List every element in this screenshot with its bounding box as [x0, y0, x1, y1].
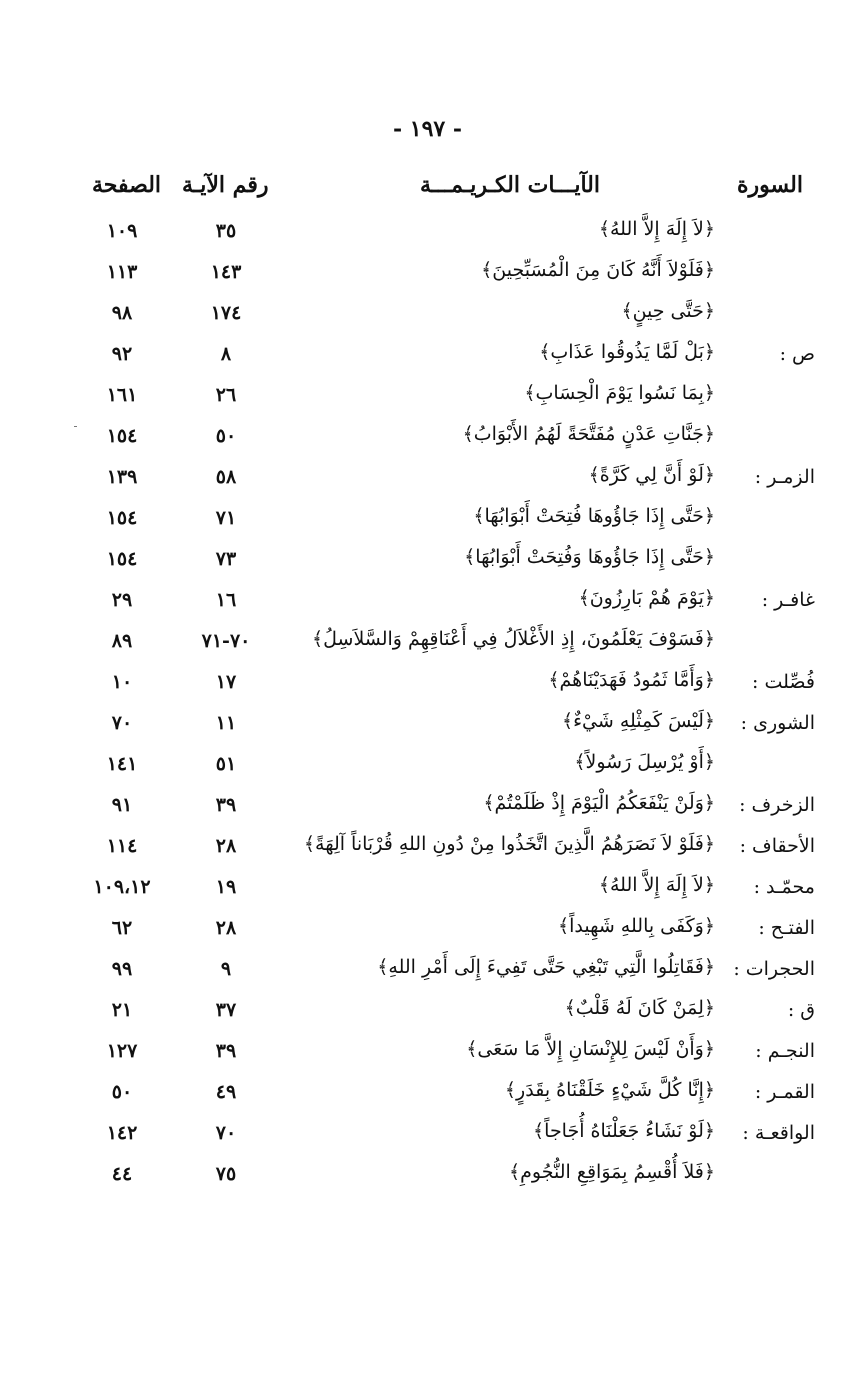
surah-name: غافـر :	[761, 589, 815, 611]
page-reference: ١٥٤	[106, 425, 138, 447]
verse-number: ١٧٤	[210, 302, 242, 324]
verse-text: ﴿وَلَنْ يَنْفَعَكُمُ الْيَوْمَ إِذْ ظَلَمْتُمْ﴾	[483, 792, 715, 814]
verse-number: ٣٩	[215, 794, 237, 816]
verse-text: ﴿فَلاَ أُقْسِمُ بِمَوَاقِعِ النُّجُومِ﴾	[509, 1161, 715, 1183]
page-reference: ٥٠	[111, 1081, 133, 1103]
table-row	[0, 665, 855, 706]
table-row	[0, 1075, 855, 1116]
page-reference: ٦٢	[111, 917, 133, 939]
verse-text: ﴿أَوْ يُرْسِلَ رَسُولاً﴾	[574, 751, 715, 773]
margin-mark	[74, 426, 77, 427]
table-row	[0, 829, 855, 870]
page-reference: ٩٨	[111, 302, 133, 324]
table-row	[0, 214, 855, 255]
verse-text: ﴿فَسَوْفَ يَعْلَمُونَ، إِذِ الأَغْلاَلُ فِي أَعْنَاقِهِمْ وَالسَّلاَسِلُ﴾	[312, 628, 715, 650]
page-reference: ٢١	[111, 999, 133, 1021]
page-reference: ٨٩	[111, 630, 133, 652]
table-row	[0, 255, 855, 296]
page-reference: ١٠٩	[106, 220, 138, 242]
verse-text: ﴿بِمَا نَسُوا يَوْمَ الْحِسَابِ﴾	[524, 382, 715, 404]
surah-name: القمـر :	[754, 1081, 815, 1103]
verse-text: ﴿لَوْ أَنَّ لِي كَرَّةً﴾	[588, 464, 715, 486]
verse-number: ٥٠	[215, 425, 237, 447]
verse-number: ٢٦	[215, 384, 237, 406]
surah-name: الزمـر :	[754, 466, 815, 488]
verse-number: ٣٥	[215, 220, 237, 242]
verse-text: ﴿لَوْ نَشَاءُ جَعَلْنَاهُ أُجَاجاً﴾	[533, 1120, 715, 1142]
verse-text: ﴿وَأَنْ لَيْسَ لِلإِنْسَانِ إِلاَّ مَا سَعَى﴾	[466, 1038, 715, 1060]
table-row	[0, 460, 855, 501]
verse-text: ﴿جَنَّاتِ عَدْنٍ مُفَتَّحَةً لَهُمُ الأَبْوَابُ﴾	[462, 423, 715, 445]
page-number: - ١٩٧ -	[392, 116, 463, 142]
surah-name: النجـم :	[755, 1040, 815, 1062]
header-verses: الآيـــات الكـريـمـــة	[419, 172, 601, 198]
surah-name: الفتـح :	[758, 917, 815, 939]
page-reference: ٩١	[111, 794, 133, 816]
verse-text: ﴿وَكَفَى بِاللهِ شَهِيداً﴾	[557, 915, 715, 937]
surah-name: فُصِّلت :	[752, 671, 815, 693]
table-row	[0, 542, 855, 583]
verse-number: ٩	[220, 958, 232, 980]
header-surah: السورة	[737, 172, 803, 198]
verse-number: ١٤٣	[210, 261, 242, 283]
table-row	[0, 952, 855, 993]
verse-number: ٥١	[215, 753, 237, 775]
table-row	[0, 870, 855, 911]
verse-number: ٤٩	[215, 1081, 237, 1103]
table-row	[0, 624, 855, 665]
page-reference: ١٠	[111, 671, 133, 693]
surah-name: الزخرف :	[739, 794, 815, 816]
page-reference: ٩٩	[111, 958, 133, 980]
surah-name: ق :	[787, 999, 815, 1021]
verse-text: ﴿فَلَوْلاَ أَنَّهُ كَانَ مِنَ الْمُسَبِّحِينَ﴾	[481, 259, 715, 281]
verse-number: ١٧	[215, 671, 237, 693]
table-row	[0, 911, 855, 952]
surah-name: ص :	[779, 343, 815, 365]
table-row	[0, 378, 855, 419]
page-reference: ١٥٤	[106, 507, 138, 529]
table-row	[0, 1034, 855, 1075]
page-reference: ١٤٢	[106, 1122, 138, 1144]
verse-number: ٧٠	[215, 1122, 237, 1144]
verse-text: ﴿لَيْسَ كَمِثْلِهِ شَيْءٌ﴾	[561, 710, 715, 732]
verse-text: ﴿إِنَّا كُلَّ شَيْءٍ خَلَقْنَاهُ بِقَدَرٍ﴾	[504, 1079, 715, 1101]
verse-number: ٧٥	[215, 1163, 237, 1185]
table-row	[0, 1157, 855, 1198]
page-reference: ٩٢	[111, 343, 133, 365]
verse-text: ﴿لاَ إِلَهَ إِلاَّ اللهُ﴾	[598, 218, 715, 240]
verse-text: ﴿بَلْ لَمَّا يَذُوقُوا عَذَابِ﴾	[539, 341, 715, 363]
table-row	[0, 993, 855, 1034]
page-reference: ١٦١	[106, 384, 138, 406]
surah-name: محمّـد :	[753, 876, 815, 898]
verse-number: ٧٠-٧١	[201, 630, 251, 652]
surah-name: الحجرات :	[733, 958, 815, 980]
page-reference: ١١٣	[106, 261, 138, 283]
table-row	[0, 1116, 855, 1157]
page-reference: ١١٤	[106, 835, 138, 857]
verse-number: ٥٨	[215, 466, 237, 488]
verse-index-table	[0, 214, 855, 1198]
table-row	[0, 583, 855, 624]
verse-text: ﴿يَوْمَ هُمْ بَارِزُونَ﴾	[578, 587, 715, 609]
verse-number: ٨	[220, 343, 232, 365]
verse-text: ﴿لاَ إِلَهَ إِلاَّ اللهُ﴾	[598, 874, 715, 896]
verse-number: ٧١	[215, 507, 237, 529]
surah-name: الشورى :	[740, 712, 815, 734]
verse-number: ٢٨	[215, 835, 237, 857]
table-row	[0, 747, 855, 788]
verse-text: ﴿وَأَمَّا ثَمُودُ فَهَدَيْنَاهُمْ﴾	[548, 669, 715, 691]
table-row	[0, 296, 855, 337]
verse-text: ﴿لِمَنْ كَانَ لَهُ قَلْبٌ﴾	[564, 997, 715, 1019]
table-row	[0, 337, 855, 378]
verse-text: ﴿فَلَوْ لاَ نَصَرَهُمُ الَّذِينَ اتَّخَذُوا مِنْ دُونِ اللهِ قُرْبَاناً آلِهَةً﴾	[303, 833, 715, 855]
table-row	[0, 501, 855, 542]
verse-number: ١٦	[215, 589, 237, 611]
page-reference: ١٢٧	[106, 1040, 138, 1062]
page-reference: ٢٩	[111, 589, 133, 611]
verse-text: ﴿حَتَّى إِذَا جَاؤُوهَا وَفُتِحَتْ أَبْوَابُهَا﴾	[464, 546, 715, 568]
page-reference: ١٥٤	[106, 548, 138, 570]
surah-name: الأحقاف :	[739, 835, 815, 857]
surah-name: الواقعـة :	[742, 1122, 815, 1144]
page-reference: ٧٠	[111, 712, 133, 734]
verse-number: ٣٩	[215, 1040, 237, 1062]
verse-number: ١٩	[215, 876, 237, 898]
page-reference: ١٤١	[106, 753, 138, 775]
page-reference: ١٣٩	[106, 466, 138, 488]
verse-number: ٣٧	[215, 999, 237, 1021]
page-reference: ١٠٩،١٢	[93, 876, 151, 898]
header-verse-number: رقم الآيـة	[182, 172, 269, 198]
verse-number: ١١	[215, 712, 237, 734]
page-reference: ٤٤	[111, 1163, 133, 1185]
verse-text: ﴿حَتَّى إِذَا جَاؤُوهَا فُتِحَتْ أَبْوَابُهَا﴾	[473, 505, 715, 527]
verse-number: ٧٣	[215, 548, 237, 570]
header-page: الصفحة	[92, 172, 162, 198]
table-row	[0, 788, 855, 829]
verse-text: ﴿فَقَاتِلُوا الَّتِي تَبْغِي حَتَّى تَفِيءَ إِلَى أَمْرِ اللهِ﴾	[377, 956, 715, 978]
table-row	[0, 419, 855, 460]
table-row	[0, 706, 855, 747]
verse-text: ﴿حَتَّى حِينٍ﴾	[621, 300, 715, 322]
verse-number: ٢٨	[215, 917, 237, 939]
table-header	[0, 172, 855, 206]
